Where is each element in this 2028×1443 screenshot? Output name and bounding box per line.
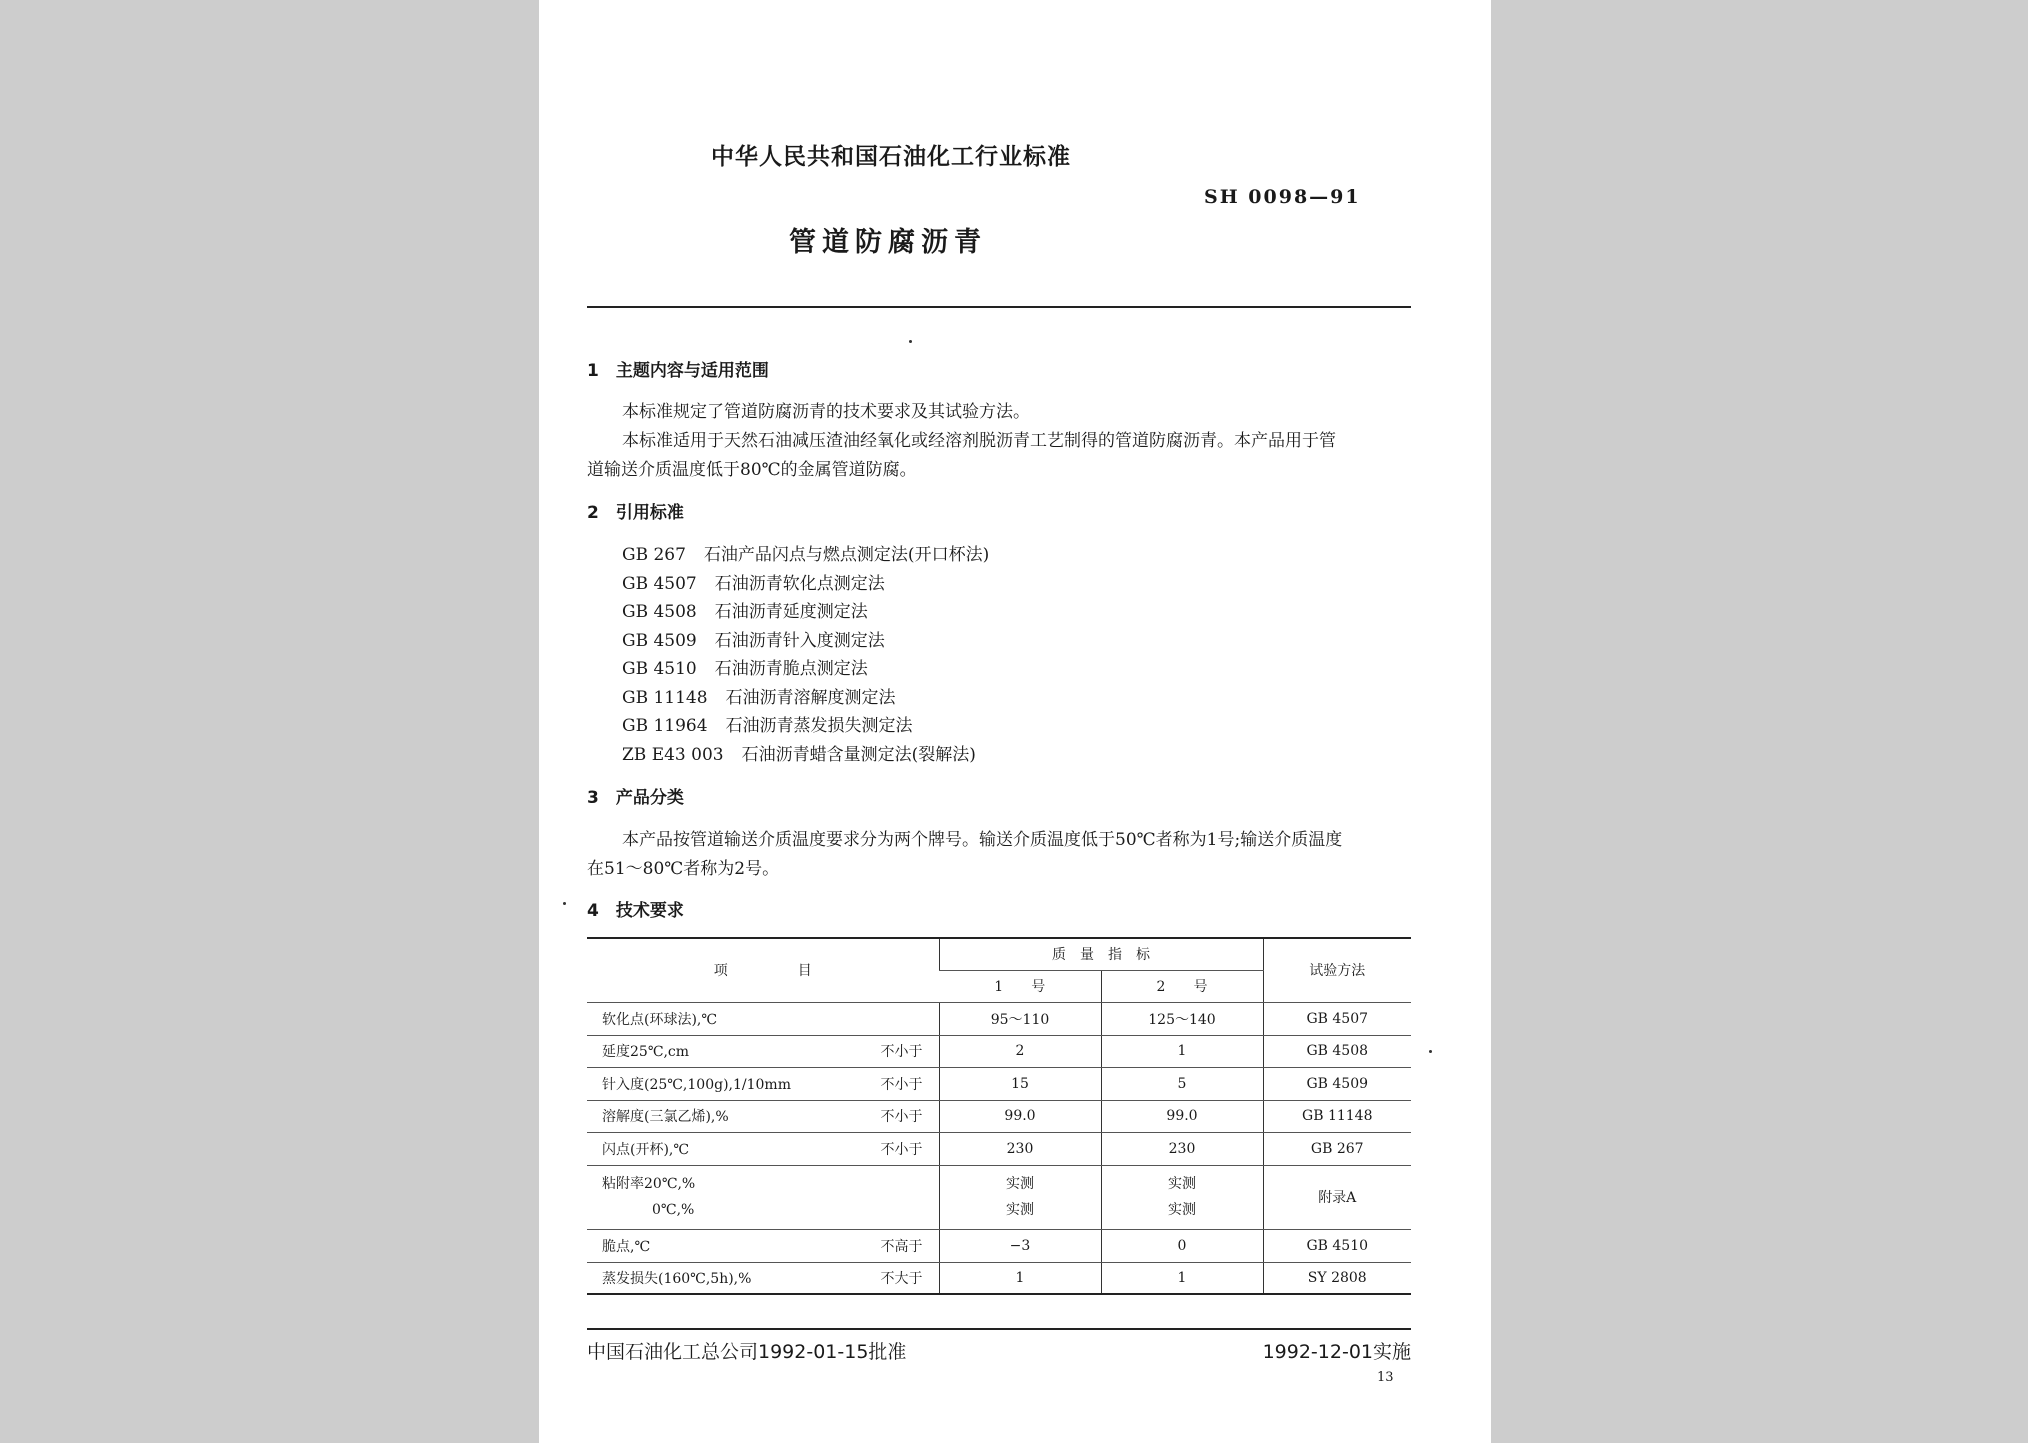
row-grade-1: −3 <box>939 1229 1101 1262</box>
row-method: GB 4507 <box>1263 1002 1411 1035</box>
technical-requirements-table <box>587 937 1411 1295</box>
row-grade-1: 2 <box>939 1035 1101 1067</box>
footer-rule <box>587 1328 1411 1330</box>
document-page <box>539 0 1491 1443</box>
reference-item <box>622 569 885 594</box>
header-item: 项 目 <box>587 938 939 1002</box>
reference-name: 石油沥青延度测定法 <box>714 602 868 622</box>
section-1-paragraph-2-line-2: 道输送介质温度低于80℃的金属管道防腐。 <box>587 460 917 480</box>
section-1-heading: 1 主题内容与适用范围 <box>587 361 769 381</box>
reference-code: GB 11148 <box>622 688 708 708</box>
row-item: 溶解度(三氯乙烯),% 不小于 <box>587 1100 939 1132</box>
row-item: 脆点,℃ 不高于 <box>587 1229 939 1262</box>
reference-code: GB 4510 <box>622 659 697 679</box>
row-grade-2: 5 <box>1101 1067 1263 1100</box>
row-method: GB 4509 <box>1263 1067 1411 1100</box>
table-row <box>587 1132 1411 1165</box>
row-method: GB 11148 <box>1263 1100 1411 1132</box>
section-4-heading: 4 技术要求 <box>587 901 684 921</box>
row-method: SY 2808 <box>1263 1262 1411 1294</box>
reference-code: GB 267 <box>622 545 686 565</box>
reference-item <box>622 711 913 736</box>
section-1-paragraph-2-line-1: 本标准适用于天然石油减压渣油经氧化或经溶剂脱沥青工艺制得的管道防腐沥青。本产品用于管 <box>622 431 1336 451</box>
reference-item <box>622 597 868 622</box>
row-grade-1: 99.0 <box>939 1100 1101 1132</box>
header-grade-2: 2 号 <box>1101 970 1263 1002</box>
section-1-paragraph-1: 本标准规定了管道防腐沥青的技术要求及其试验方法。 <box>622 402 1030 422</box>
header-rule <box>587 306 1411 308</box>
reference-item <box>622 626 885 651</box>
row-item: 粘附率20℃,% 0℃,% <box>587 1165 939 1229</box>
row-method: GB 4510 <box>1263 1229 1411 1262</box>
document-title: 管道防腐沥青 <box>789 227 987 258</box>
reference-name: 石油沥青脆点测定法 <box>714 659 868 679</box>
table-row <box>587 1262 1411 1294</box>
section-3-paragraph-line-2: 在51～80℃者称为2号。 <box>587 859 780 879</box>
row-item: 闪点(开杯),℃ 不小于 <box>587 1132 939 1165</box>
section-3-heading: 3 产品分类 <box>587 788 684 808</box>
section-2-heading: 2 引用标准 <box>587 503 684 523</box>
scan-speck <box>563 902 566 905</box>
approval-statement: 中国石油化工总公司1992-01-15批准 <box>587 1341 907 1363</box>
row-grade-1: 1 <box>939 1262 1101 1294</box>
reference-code: GB 11964 <box>622 716 708 736</box>
table-row <box>587 1002 1411 1035</box>
reference-code: ZB E43 003 <box>622 745 724 765</box>
row-method: GB 4508 <box>1263 1035 1411 1067</box>
row-grade-2: 99.0 <box>1101 1100 1263 1132</box>
row-item: 延度25℃,cm 不小于 <box>587 1035 939 1067</box>
reference-code: GB 4508 <box>622 602 697 622</box>
row-item: 针入度(25℃,100g),1/10mm 不小于 <box>587 1067 939 1100</box>
issuing-org-header: 中华人民共和国石油化工行业标准 <box>711 144 1071 170</box>
row-method: GB 267 <box>1263 1132 1411 1165</box>
reference-name: 石油沥青蒸发损失测定法 <box>725 716 913 736</box>
row-grade-1: 15 <box>939 1067 1101 1100</box>
header-test-method: 试验方法 <box>1263 938 1411 1002</box>
scan-speck <box>1429 1050 1432 1053</box>
reference-name: 石油沥青溶解度测定法 <box>725 688 896 708</box>
page-number: 13 <box>1377 1370 1394 1385</box>
reference-code: GB 4509 <box>622 631 697 651</box>
row-grade-2: 230 <box>1101 1132 1263 1165</box>
reference-name: 石油产品闪点与燃点测定法(开口杯法) <box>703 545 990 565</box>
row-grade-1: 实测 实测 <box>939 1165 1101 1229</box>
row-grade-1: 95～110 <box>939 1002 1101 1035</box>
reference-item <box>622 683 896 708</box>
reference-name: 石油沥青针入度测定法 <box>714 631 885 651</box>
standard-code: SH 0098—91 <box>1204 186 1361 208</box>
reference-name: 石油沥青蜡含量测定法(裂解法) <box>741 745 976 765</box>
table-row <box>587 1067 1411 1100</box>
row-method: 附录A <box>1263 1165 1411 1229</box>
header-grade-1: 1 号 <box>939 970 1101 1002</box>
section-3-paragraph-line-1: 本产品按管道输送介质温度要求分为两个牌号。输送介质温度低于50℃者称为1号;输送介质温度 <box>622 830 1343 850</box>
reference-code: GB 4507 <box>622 574 697 594</box>
table-row <box>587 1165 1411 1229</box>
reference-item <box>622 654 868 679</box>
row-item: 软化点(环球法),℃ <box>587 1002 939 1035</box>
reference-item <box>622 540 989 565</box>
row-grade-2: 实测 实测 <box>1101 1165 1263 1229</box>
row-grade-1: 230 <box>939 1132 1101 1165</box>
reference-name: 石油沥青软化点测定法 <box>714 574 885 594</box>
row-grade-2: 1 <box>1101 1262 1263 1294</box>
row-grade-2: 0 <box>1101 1229 1263 1262</box>
row-grade-2: 125～140 <box>1101 1002 1263 1035</box>
table-row <box>587 1035 1411 1067</box>
table-row <box>587 1229 1411 1262</box>
table-row <box>587 1100 1411 1132</box>
row-grade-2: 1 <box>1101 1035 1263 1067</box>
header-quality-index: 质 量 指 标 <box>939 938 1263 970</box>
row-item: 蒸发损失(160℃,5h),% 不大于 <box>587 1262 939 1294</box>
reference-item <box>622 740 976 765</box>
effective-date: 1992-12-01实施 <box>1262 1341 1411 1363</box>
scan-speck <box>909 340 912 343</box>
